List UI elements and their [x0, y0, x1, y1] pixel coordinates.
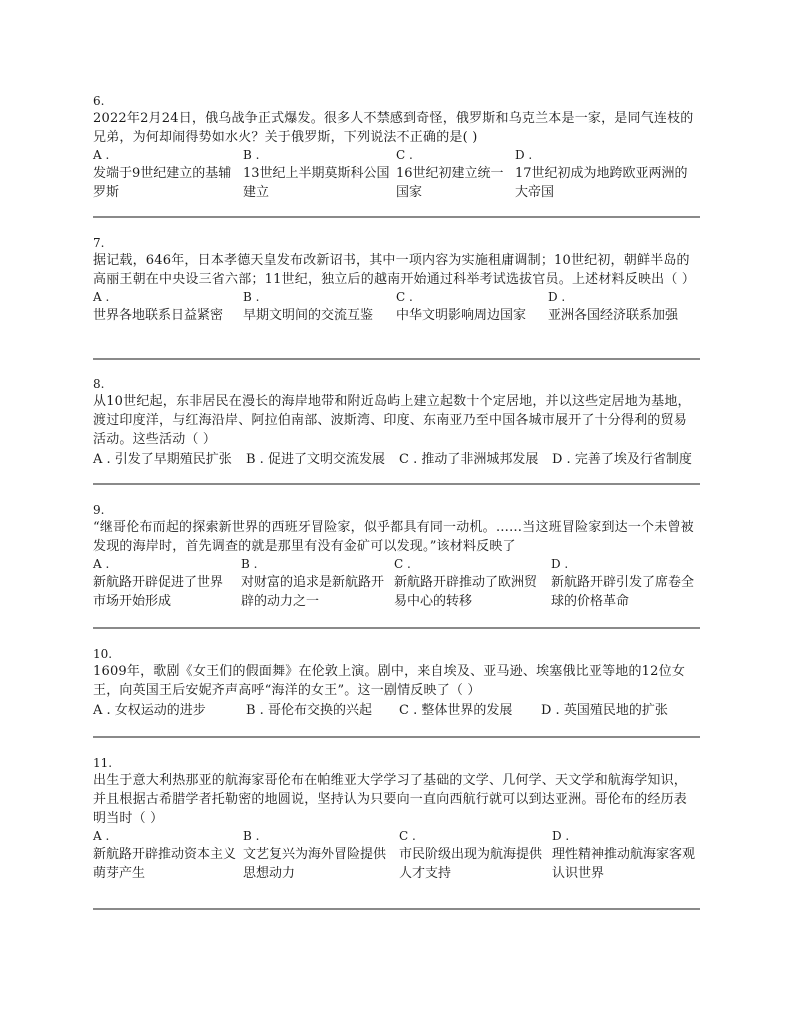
- divider: [93, 216, 700, 218]
- option-d[interactable]: D . 完善了埃及行省制度: [552, 452, 692, 467]
- question-11: [93, 755, 700, 884]
- option-c[interactable]: [399, 828, 551, 883]
- option-c[interactable]: C . 整体世界的发展: [399, 703, 513, 718]
- option-a[interactable]: A . 引发了早期殖民扩张: [93, 452, 232, 467]
- divider: [93, 627, 700, 629]
- option-letter: A .: [93, 148, 110, 162]
- option-c[interactable]: [394, 556, 549, 611]
- option-a[interactable]: [93, 556, 235, 611]
- question-stem: 1609年，歌剧《女王们的假面舞》在伦敦上演。剧中，来自埃及、亚马逊、埃塞俄比亚等地的12位女王，向英国王后安妮齐声高呼“海洋的女王”。这一剧情反映了（ ）: [93, 664, 686, 698]
- option-b[interactable]: [243, 289, 395, 325]
- option-letter: C .: [396, 290, 413, 304]
- question-stem: “继哥伦布而起的探索新世界的西班牙冒险家，似乎都具有同一动机。……当这班冒险家到达一个未曾被发现的海岸时，首先调查的就是那里有没有金矿可以发现。”该材料反映了: [93, 520, 694, 554]
- option-c[interactable]: [396, 147, 514, 202]
- question-number: 8.: [93, 377, 105, 391]
- option-letter: A .: [93, 557, 110, 571]
- option-b[interactable]: [243, 828, 398, 883]
- question-stem: 2022年2月24日，俄乌战争正式爆发。很多人不禁感到奇怪，俄罗斯和乌克兰本是一家，是同气连枝的兄弟，为何却闹得势如水火？关于俄罗斯，下列说法不正确的是( ): [93, 111, 694, 145]
- option-letter: B .: [241, 557, 258, 571]
- option-a[interactable]: A . 女权运动的进步: [93, 703, 206, 718]
- option-text: 对财富的追求是新航路开辟的动力之一: [241, 575, 385, 609]
- question-6: [93, 93, 700, 200]
- option-letter: C .: [396, 148, 413, 162]
- question-10: [93, 646, 700, 722]
- option-text: 世界各地联系日益紧密: [93, 308, 224, 323]
- question-stem: 出生于意大利热那亚的航海家哥伦布在帕维亚大学学习了基础的文学、几何学、天文学和航海学知识，并且根据古希腊学者托勒密的地圆说，坚持认为只要向一直向西航行就可以到达亚洲。哥伦布的经历表明当时（ ）: [93, 773, 688, 826]
- option-a[interactable]: [93, 289, 243, 325]
- option-a[interactable]: [93, 828, 243, 883]
- option-text: 理性精神推动航海家客观认识世界: [552, 847, 696, 881]
- option-b[interactable]: [241, 556, 391, 611]
- option-b[interactable]: B . 促进了文明交流发展: [246, 452, 385, 467]
- divider: [93, 908, 700, 910]
- option-c[interactable]: [396, 289, 546, 325]
- option-d[interactable]: D . 英国殖民地的扩张: [541, 703, 668, 718]
- options: [93, 828, 700, 884]
- option-text: 中华文明影响周边国家: [396, 308, 527, 323]
- option-d[interactable]: [551, 556, 700, 611]
- option-b[interactable]: B . 哥伦布交换的兴起: [246, 703, 372, 718]
- options: [93, 449, 700, 471]
- divider: [93, 483, 700, 485]
- question-stem: 从10世纪起，东非居民在漫长的海岸地带和附近岛屿上建立起数十个定居地，并以这些定居地为基地，渡过印度洋，与红海沿岸、阿拉伯南部、波斯湾、印度、东南亚乃至中国各城市展开了十分得利的贸易活动。这些活动（ ）: [93, 394, 691, 447]
- option-text: 16世纪初建立统一国家: [396, 166, 504, 200]
- options: [93, 700, 700, 722]
- divider: [93, 736, 700, 738]
- option-letter: C .: [399, 829, 416, 843]
- option-text: 新航路开辟促进了世界市场开始形成: [93, 575, 224, 609]
- question-number: 11.: [93, 756, 113, 770]
- question-number: 10.: [93, 647, 113, 661]
- option-letter: D .: [548, 290, 566, 304]
- option-b[interactable]: [243, 147, 395, 202]
- option-c[interactable]: C . 推动了非洲城邦发展: [399, 452, 539, 467]
- option-letter: B .: [243, 148, 260, 162]
- option-letter: A .: [93, 290, 110, 304]
- option-letter: A .: [93, 829, 110, 843]
- option-a[interactable]: [93, 147, 243, 202]
- option-letter: B .: [243, 829, 260, 843]
- option-letter: D .: [515, 148, 533, 162]
- option-letter: D .: [551, 557, 569, 571]
- option-d[interactable]: [515, 147, 700, 202]
- option-d[interactable]: [548, 289, 700, 325]
- options: [93, 556, 700, 612]
- option-text: 新航路开辟推动了欧洲贸易中心的转移: [394, 575, 538, 609]
- option-text: 新航路开辟引发了席卷全球的价格革命: [551, 575, 695, 609]
- question-stem: 据记载，646年，日本孝德天皇发布改新诏书，其中一项内容为实施租庸调制；10世纪初，朝鲜半岛的高丽王朝在中央设三省六部；11世纪，独立后的越南开始通过科举考试选拔官员。上述材料反映出（ ）: [93, 253, 696, 287]
- question-9: [93, 502, 700, 612]
- option-text: 早期文明间的交流互鉴: [243, 308, 374, 323]
- option-letter: D .: [552, 829, 570, 843]
- option-text: 13世纪上半期莫斯科公国建立: [243, 166, 390, 200]
- option-letter: B .: [243, 290, 260, 304]
- option-text: 亚洲各国经济联系加强: [548, 308, 679, 323]
- option-d[interactable]: [552, 828, 700, 883]
- option-text: 发端于9世纪建立的基辅罗斯: [93, 166, 232, 200]
- question-number: 6.: [93, 94, 105, 108]
- option-text: 新航路开辟推动资本主义萌芽产生: [93, 847, 237, 881]
- question-number: 9.: [93, 503, 105, 517]
- options: [93, 147, 700, 200]
- option-letter: C .: [394, 557, 411, 571]
- divider: [93, 358, 700, 360]
- question-number: 7.: [93, 236, 105, 250]
- option-text: 市民阶级出现为航海提供人才支持: [399, 847, 543, 881]
- question-8: [93, 376, 700, 471]
- question-7: [93, 235, 700, 327]
- options: [93, 289, 700, 327]
- option-text: 文艺复兴为海外冒险提供思想动力: [243, 847, 387, 881]
- option-text: 17世纪初成为地跨欧亚两洲的大帝国: [515, 166, 688, 200]
